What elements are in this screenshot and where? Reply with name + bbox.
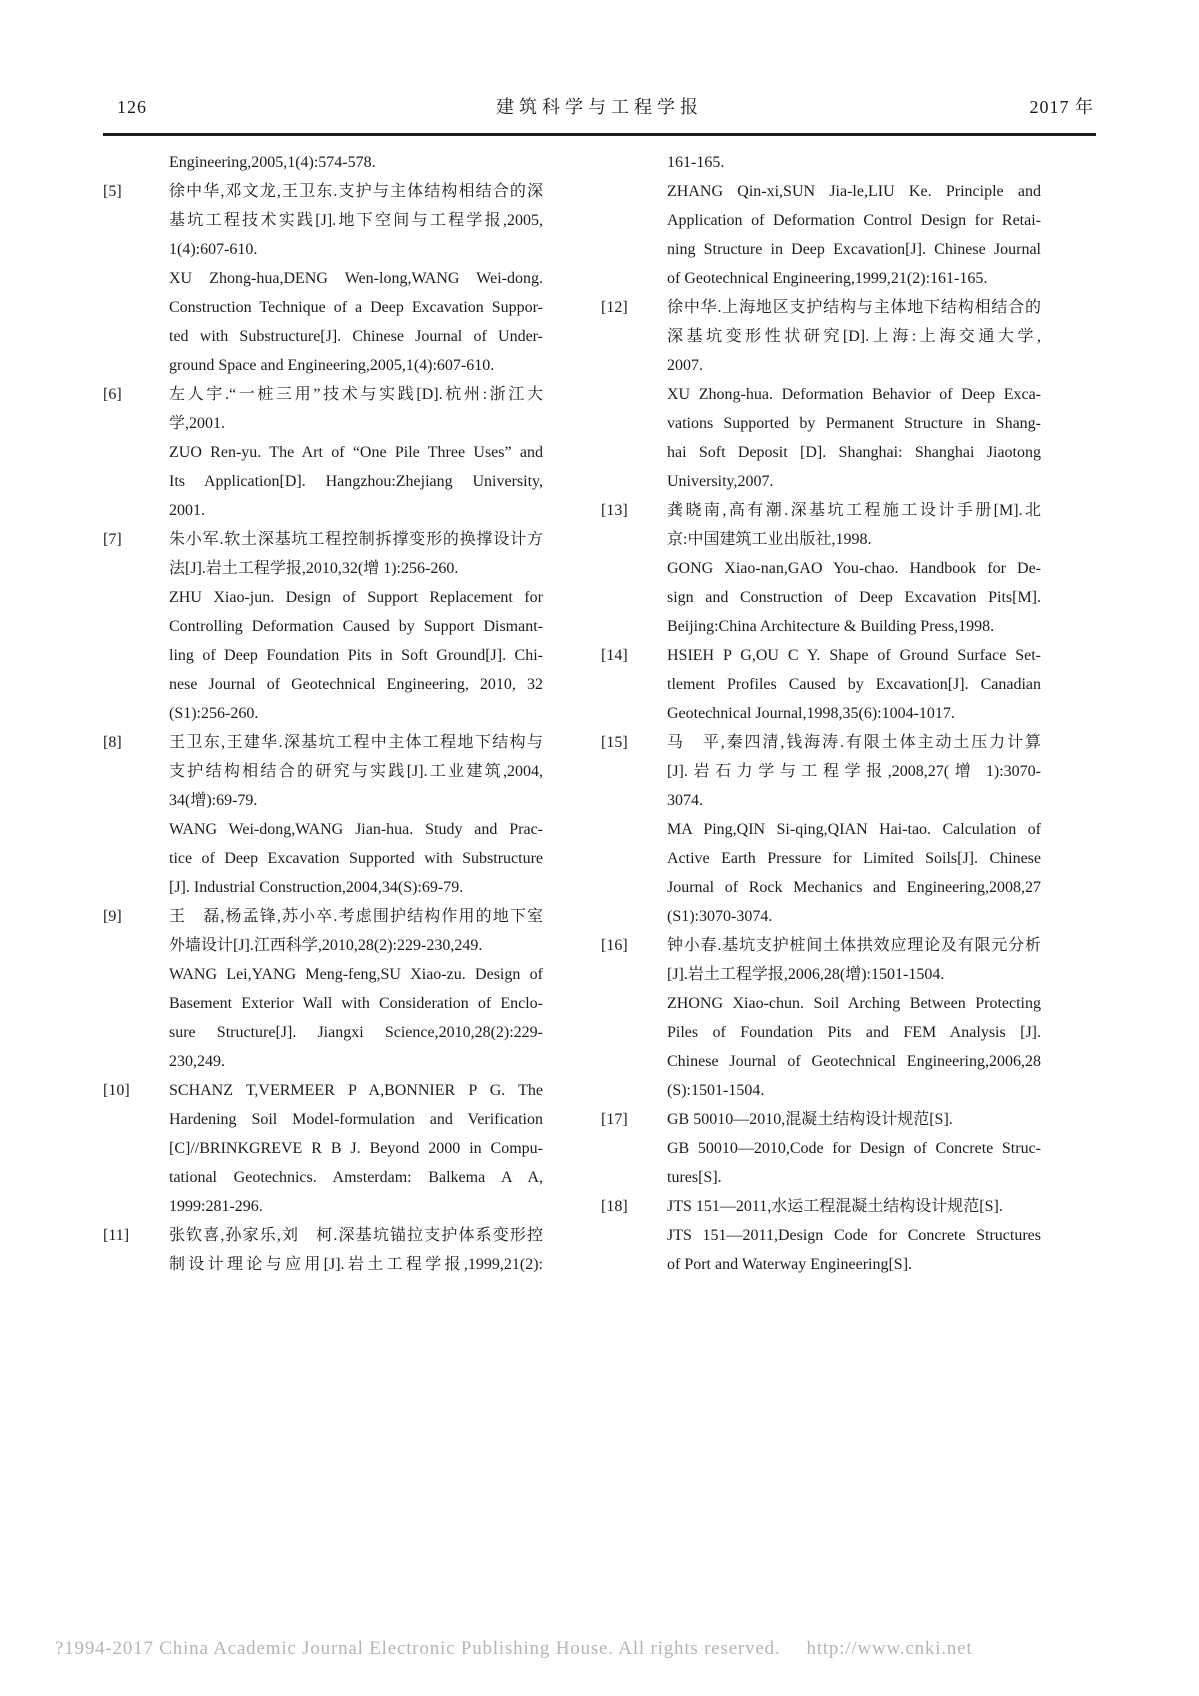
reference-text bbox=[667, 496, 1041, 641]
reference-label: [6] bbox=[103, 386, 122, 403]
reference-item bbox=[601, 496, 1041, 641]
reference-line: 制设计理论与应用[J].岩土工程学报,1999,21(2): bbox=[169, 1256, 543, 1273]
reference-line: 徐中华.上海地区支护结构与主体地下结构相结合的 bbox=[667, 299, 1041, 316]
reference-text bbox=[169, 1076, 543, 1221]
reference-line: 2001. bbox=[169, 502, 205, 519]
reference-line: vations Supported by Permanent Structure in Shang- bbox=[667, 415, 1041, 432]
reference-line: ning Structure in Deep Excavation[J]. Chinese Journal bbox=[667, 241, 1041, 258]
header-divider bbox=[103, 133, 1096, 136]
reference-line: Engineering,2005,1(4):574-578. bbox=[169, 154, 376, 171]
reference-line: University,2007. bbox=[667, 473, 774, 490]
reference-line: 230,249. bbox=[169, 1053, 225, 1070]
reference-item bbox=[103, 148, 543, 177]
reference-label: [17] bbox=[601, 1111, 628, 1128]
reference-text bbox=[169, 380, 543, 525]
reference-line: Its Application[D]. Hangzhou:Zhejiang University, bbox=[169, 473, 543, 490]
reference-line: 张钦喜,孙家乐,刘 柯.深基坑锚拉支护体系变形控 bbox=[169, 1227, 543, 1244]
reference-text bbox=[169, 148, 543, 177]
reference-line: 3074. bbox=[667, 792, 703, 809]
reference-line: 京:中国建筑工业出版社,1998. bbox=[667, 531, 872, 548]
reference-line: HSIEH P G,OU C Y. Shape of Ground Surface Set- bbox=[667, 647, 1041, 664]
reference-label: [8] bbox=[103, 734, 122, 751]
reference-label: [9] bbox=[103, 908, 122, 925]
reference-item bbox=[103, 177, 543, 380]
reference-line: (S):1501-1504. bbox=[667, 1082, 765, 1099]
reference-line: MA Ping,QIN Si-qing,QIAN Hai-tao. Calculation of bbox=[667, 821, 1041, 838]
reference-line: Journal of Rock Mechanics and Engineering,2008,27 bbox=[667, 879, 1041, 896]
reference-label: [12] bbox=[601, 299, 628, 316]
reference-line: ZUO Ren-yu. The Art of “One Pile Three Uses” and bbox=[169, 444, 543, 461]
reference-line: JTS 151—2011,Design Code for Concrete Structures bbox=[667, 1227, 1041, 1244]
page-header bbox=[103, 92, 1096, 122]
reference-label: [16] bbox=[601, 937, 628, 954]
reference-line: 支护结构相结合的研究与实践[J].工业建筑,2004, bbox=[169, 763, 543, 780]
reference-line: (S1):256-260. bbox=[169, 705, 259, 722]
reference-text bbox=[169, 1221, 543, 1279]
reference-line: [J].岩石力学与工程学报,2008,27(增 1):3070- bbox=[667, 763, 1041, 780]
reference-text bbox=[667, 1105, 1041, 1192]
reference-item bbox=[103, 525, 543, 728]
reference-line: 朱小军.软土深基坑工程控制拆撑变形的换撑设计方 bbox=[169, 531, 543, 548]
page-number: 126 bbox=[117, 97, 147, 117]
reference-text bbox=[667, 293, 1041, 496]
reference-item bbox=[103, 1221, 543, 1279]
references-column-left bbox=[103, 148, 543, 1279]
reference-line: ground Space and Engineering,2005,1(4):607-610. bbox=[169, 357, 495, 374]
reference-line: Geotechnical Journal,1998,35(6):1004-1017. bbox=[667, 705, 955, 722]
reference-item bbox=[103, 902, 543, 1076]
reference-item bbox=[601, 148, 1041, 293]
reference-line: 外墙设计[J].江西科学,2010,28(2):229-230,249. bbox=[169, 937, 483, 954]
reference-label: [14] bbox=[601, 647, 628, 664]
journal-title: 建筑科学与工程学报 bbox=[496, 97, 703, 117]
reference-item bbox=[601, 1105, 1041, 1192]
reference-label bbox=[601, 148, 667, 177]
reference-line: sign and Construction of Deep Excavation Pits[M]. bbox=[667, 589, 1041, 606]
reference-label: [18] bbox=[601, 1198, 628, 1215]
reference-line: ZHANG Qin-xi,SUN Jia-le,LIU Ke. Principle and bbox=[667, 183, 1041, 200]
reference-label: [15] bbox=[601, 734, 628, 751]
reference-text bbox=[667, 1192, 1041, 1279]
reference-line: Construction Technique of a Deep Excavation Suppor- bbox=[169, 299, 543, 316]
reference-line: 马 平,秦四清,钱海涛.有限土体主动土压力计算 bbox=[667, 734, 1041, 751]
reference-item bbox=[103, 1076, 543, 1221]
reference-line: tures[S]. bbox=[667, 1169, 722, 1186]
reference-line: 王 磊,杨孟锋,苏小卒.考虑围护结构作用的地下室 bbox=[169, 908, 543, 925]
reference-line: 左人宇.“一桩三用”技术与实践[D].杭州:浙江大 bbox=[169, 386, 543, 403]
reference-line: WANG Wei-dong,WANG Jian-hua. Study and Prac- bbox=[169, 821, 543, 838]
reference-item bbox=[601, 1192, 1041, 1279]
reference-line: Beijing:China Architecture & Building Press,1998. bbox=[667, 618, 995, 635]
reference-line: 徐中华,邓文龙,王卫东.支护与主体结构相结合的深 bbox=[169, 183, 543, 200]
reference-text bbox=[667, 728, 1041, 931]
reference-line: 2007. bbox=[667, 357, 703, 374]
reference-line: 学,2001. bbox=[169, 415, 226, 432]
reference-item bbox=[103, 728, 543, 902]
reference-line: tlement Profiles Caused by Excavation[J]. Canadian bbox=[667, 676, 1041, 693]
reference-item bbox=[103, 380, 543, 525]
reference-line: GB 50010—2010,Code for Design of Concrete Struc- bbox=[667, 1140, 1041, 1157]
reference-line: Chinese Journal of Geotechnical Engineering,2006,28 bbox=[667, 1053, 1041, 1070]
reference-line: 34(增):69-79. bbox=[169, 792, 258, 809]
reference-text bbox=[169, 177, 543, 380]
reference-label: [11] bbox=[103, 1227, 130, 1244]
reference-line: [J].岩土工程学报,2006,28(增):1501-1504. bbox=[667, 966, 945, 983]
reference-line: 钟小春.基坑支护桩间土体拱效应理论及有限元分析 bbox=[667, 937, 1041, 954]
reference-line: sure Structure[J]. Jiangxi Science,2010,28(2):229- bbox=[169, 1024, 543, 1041]
reference-line: [C]//BRINKGREVE R B J. Beyond 2000 in Compu- bbox=[169, 1140, 543, 1157]
reference-text bbox=[667, 641, 1041, 728]
reference-line: [J]. Industrial Construction,2004,34(S):69-79. bbox=[169, 879, 464, 896]
reference-line: 基坑工程技术实践[J].地下空间与工程学报,2005, bbox=[169, 212, 543, 229]
reference-line: Controlling Deformation Caused by Support Dismant- bbox=[169, 618, 543, 635]
reference-label: [7] bbox=[103, 531, 122, 548]
reference-line: ted with Substructure[J]. Chinese Journal of Under- bbox=[169, 328, 543, 345]
reference-line: Hardening Soil Model-formulation and Verification bbox=[169, 1111, 543, 1128]
references-column-right bbox=[601, 148, 1041, 1279]
reference-line: ZHU Xiao-jun. Design of Support Replacement for bbox=[169, 589, 543, 606]
reference-text bbox=[667, 931, 1041, 1105]
reference-line: 龚晓南,高有潮.深基坑工程施工设计手册[M].北 bbox=[667, 502, 1041, 519]
cnki-url: http://www.cnki.net bbox=[806, 1638, 973, 1659]
reference-line: XU Zhong-hua,DENG Wen-long,WANG Wei-dong. bbox=[169, 270, 543, 287]
reference-line: tice of Deep Excavation Supported with Substructure bbox=[169, 850, 543, 867]
reference-text bbox=[169, 902, 543, 1076]
reference-line: 深基坑变形性状研究[D].上海:上海交通大学, bbox=[667, 328, 1041, 345]
reference-label bbox=[103, 148, 169, 177]
reference-line: Application of Deformation Control Design for Retai- bbox=[667, 212, 1041, 229]
reference-line: of Geotechnical Engineering,1999,21(2):161-165. bbox=[667, 270, 988, 287]
reference-line: Active Earth Pressure for Limited Soils[J]. Chinese bbox=[667, 850, 1041, 867]
reference-line: ling of Deep Foundation Pits in Soft Ground[J]. Chi- bbox=[169, 647, 543, 664]
reference-text bbox=[169, 728, 543, 902]
publication-year: 2017 年 bbox=[1029, 97, 1094, 117]
reference-line: Piles of Foundation Pits and FEM Analysis [J]. bbox=[667, 1024, 1041, 1041]
reference-text bbox=[169, 525, 543, 728]
copyright-text: ?1994-2017 China Academic Journal Electronic Publishing House. All rights reserved. bbox=[55, 1638, 781, 1659]
reference-line: 1(4):607-610. bbox=[169, 241, 258, 258]
reference-line: GB 50010—2010,混凝土结构设计规范[S]. bbox=[667, 1111, 953, 1128]
page-footer bbox=[55, 1636, 1145, 1662]
reference-line: of Port and Waterway Engineering[S]. bbox=[667, 1256, 913, 1273]
reference-line: 王卫东,王建华.深基坑工程中主体工程地下结构与 bbox=[169, 734, 543, 751]
reference-item bbox=[601, 931, 1041, 1105]
reference-item bbox=[601, 293, 1041, 496]
reference-item bbox=[601, 641, 1041, 728]
reference-line: 1999:281-296. bbox=[169, 1198, 263, 1215]
reference-line: tational Geotechnics. Amsterdam: Balkema A A, bbox=[169, 1169, 543, 1186]
reference-label: [5] bbox=[103, 183, 122, 200]
reference-line: hai Soft Deposit [D]. Shanghai: Shanghai Jiaotong bbox=[667, 444, 1041, 461]
reference-text bbox=[667, 148, 1041, 293]
reference-item bbox=[601, 728, 1041, 931]
reference-label: [13] bbox=[601, 502, 628, 519]
reference-line: SCHANZ T,VERMEER P A,BONNIER P G. The bbox=[169, 1082, 543, 1099]
reference-line: Basement Exterior Wall with Consideration of Enclo- bbox=[169, 995, 543, 1012]
reference-line: GONG Xiao-nan,GAO You-chao. Handbook for De- bbox=[667, 560, 1041, 577]
reference-label: [10] bbox=[103, 1082, 130, 1099]
reference-line: JTS 151—2011,水运工程混凝土结构设计规范[S]. bbox=[667, 1198, 1003, 1215]
reference-line: 法[J].岩土工程学报,2010,32(增 1):256-260. bbox=[169, 560, 459, 577]
reference-line: XU Zhong-hua. Deformation Behavior of Deep Exca- bbox=[667, 386, 1041, 403]
reference-line: 161-165. bbox=[667, 154, 725, 171]
reference-line: WANG Lei,YANG Meng-feng,SU Xiao-zu. Design of bbox=[169, 966, 543, 983]
reference-line: ZHONG Xiao-chun. Soil Arching Between Protecting bbox=[667, 995, 1041, 1012]
reference-line: (S1):3070-3074. bbox=[667, 908, 773, 925]
reference-line: nese Journal of Geotechnical Engineering, 2010, 32 bbox=[169, 676, 543, 693]
